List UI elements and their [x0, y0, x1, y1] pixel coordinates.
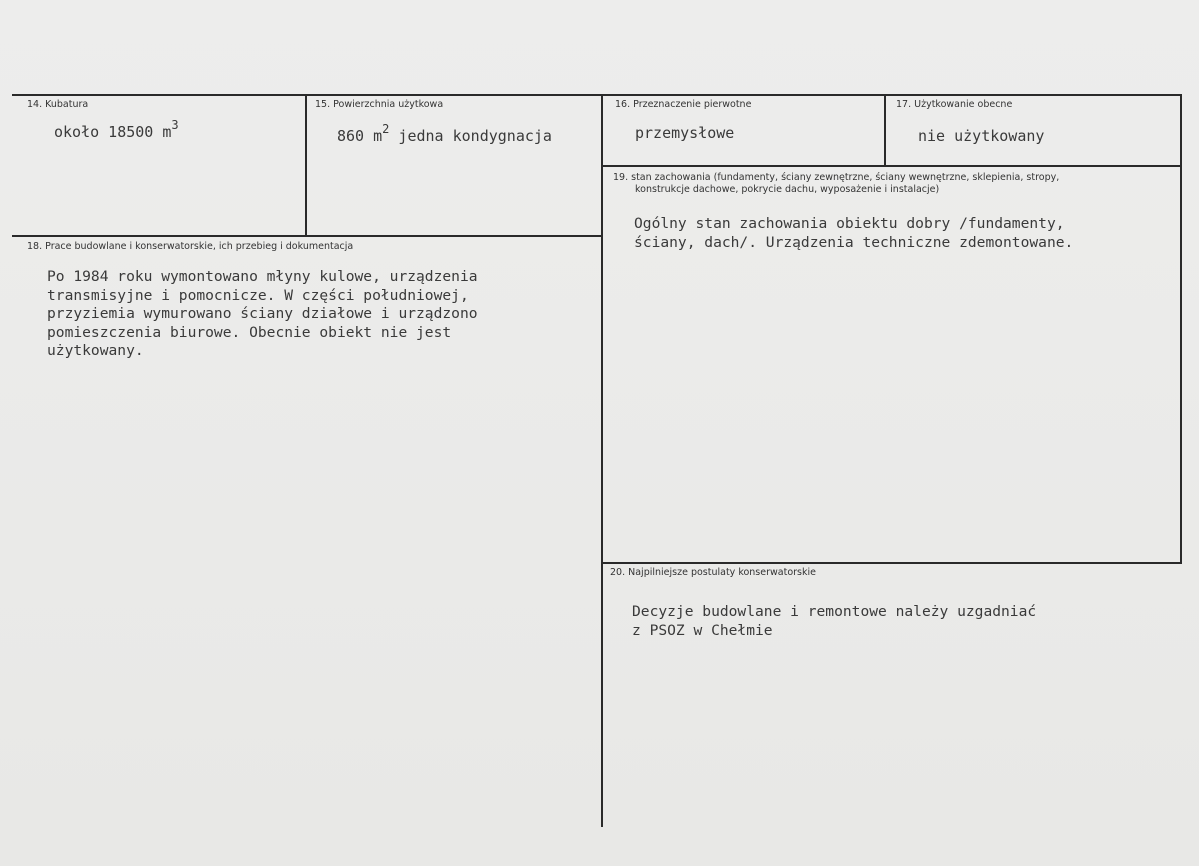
field-18-text — [47, 268, 478, 361]
field-18-line: przyziemia wymurowano ściany działowe i urządzono — [47, 305, 478, 322]
field-20-label: 20. Najpilniejsze postulaty konserwatorskie — [610, 567, 816, 578]
field-14-value — [54, 118, 179, 142]
field-19-line: ściany, dach/. Urządzenia techniczne zdemontowane. — [634, 233, 1074, 251]
field-15-value — [337, 122, 552, 146]
field-19-label-line: 19. stan zachowania (fundamenty, ściany zewnętrzne, ściany wewnętrzne, sklepienia, stropy, — [613, 172, 1060, 183]
rule-above-20 — [603, 562, 1182, 564]
field-14-text: około 18500 m — [54, 123, 172, 141]
field-14-exponent: 3 — [171, 118, 179, 132]
rule-above-18 — [12, 235, 602, 237]
field-20-line: Decyzje budowlane i remontowe należy uzgadniać — [632, 603, 1037, 620]
field-18-line: użytkowany. — [47, 342, 144, 359]
field-14-label: 14. Kubatura — [27, 99, 89, 110]
field-18-line: pomieszczenia biurowe. Obecnie obiekt nie jest — [47, 323, 452, 341]
field-20-line: z PSOZ w Chełmie — [632, 621, 773, 639]
field-19-line: Ogólny stan zachowania obiektu dobry /fundamenty, — [634, 215, 1065, 232]
field-15-exponent: 2 — [382, 122, 390, 136]
divider-16-17 — [884, 95, 886, 166]
field-17-value: nie użytkowany — [918, 127, 1045, 145]
field-15-text-post: jedna kondygnacja — [389, 127, 552, 145]
field-17-label: 17. Użytkowanie obecne — [896, 99, 1013, 110]
center-divider — [601, 95, 603, 827]
field-15-label: 15. Powierzchnia użytkowa — [315, 99, 444, 110]
field-19-label — [613, 172, 1059, 196]
field-15-text-pre: 860 m — [337, 127, 383, 145]
divider-14-15 — [305, 95, 307, 236]
field-18-line: Po 1984 roku wymontowano młyny kulowe, urządzenia — [47, 268, 478, 285]
field-18-label: 18. Prace budowlane i konserwatorskie, ich przebieg i dokumentacja — [27, 241, 354, 252]
top-rule — [12, 94, 1182, 96]
field-16-value: przemysłowe — [635, 124, 735, 142]
field-19-label-line: konstrukcje dachowe, pokrycie dachu, wyposażenie i instalacje) — [635, 184, 940, 195]
field-18-line: transmisyjne i pomocnicze. W części południowej, — [47, 286, 469, 304]
field-19-text — [634, 215, 1073, 252]
rule-above-19 — [603, 165, 1182, 167]
field-20-text — [632, 603, 1036, 640]
field-16-label: 16. Przeznaczenie pierwotne — [615, 99, 752, 110]
